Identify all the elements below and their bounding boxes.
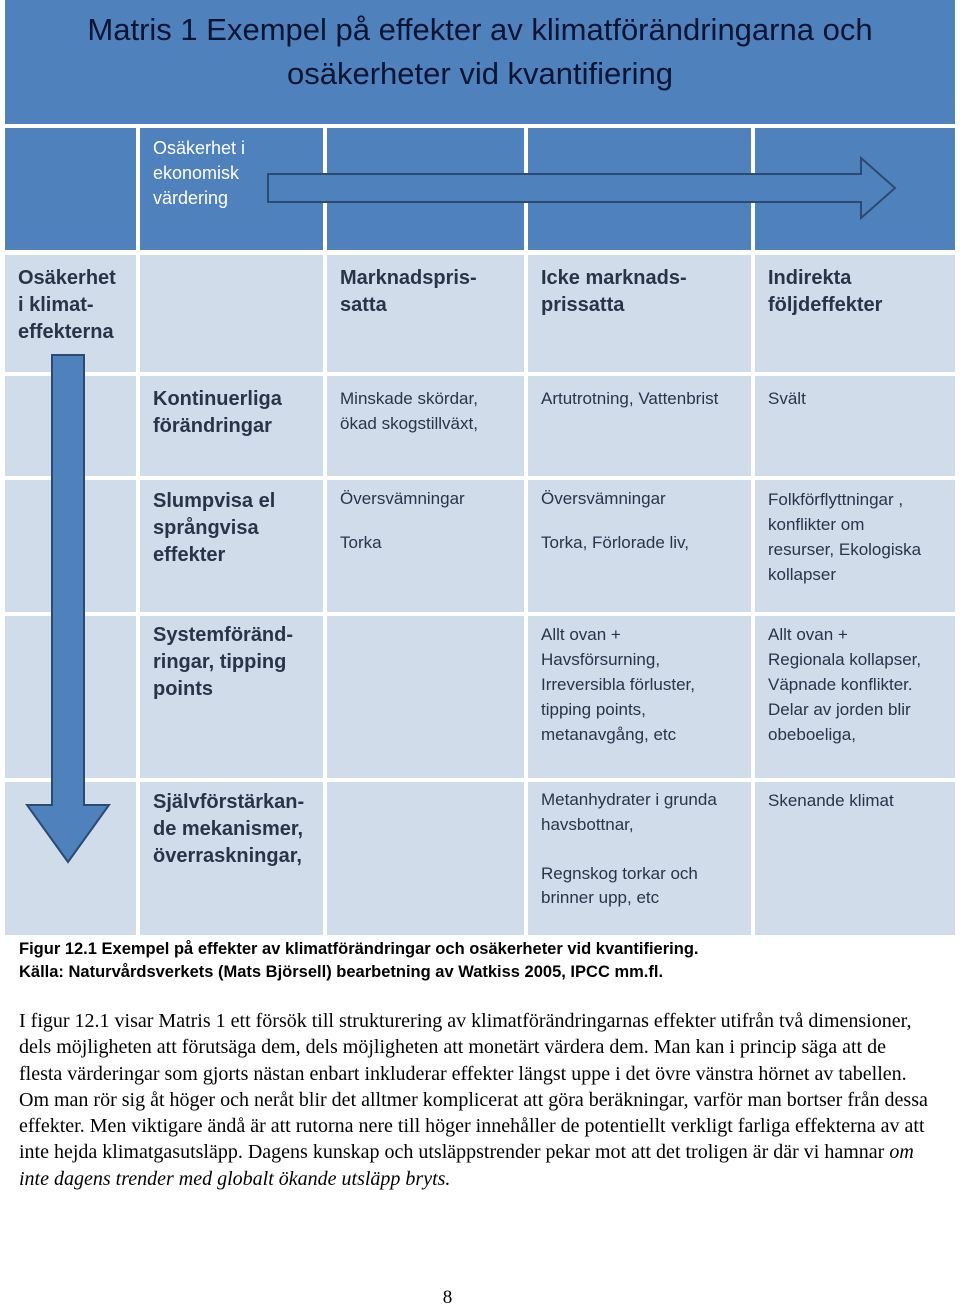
page-number: 8 [442, 1287, 453, 1308]
figure-caption: Figur 12.1 Exempel på effekter av klimatförändringar och osäkerheter vid kvantifiering. Källa: Naturvårdsverkets (Mats Björsell) bearbetning av Watkiss 2005, IPCC mm.fl. [19, 940, 699, 981]
column-header-indirect: Indirekta följdeffekter [755, 255, 955, 372]
right-arrow-icon [268, 158, 895, 218]
row-label-self-reinforcing: Självförstärkan- de mekanismer, överraskningar, [140, 782, 323, 935]
body-paragraph [19, 1008, 934, 1192]
matrix-cell: Metanhydrater i grunda havsbottnar, Regnskog torkar och brinner upp, etc [528, 782, 751, 935]
matrix-cell: Minskade skördar, ökad skogstillväxt, [327, 376, 524, 476]
down-arrow-icon [27, 355, 109, 862]
matrix-cell: Svält [755, 376, 955, 476]
matrix-cell: Folkförflyttningar , konflikter om resurser, Ekologiska kollapser [755, 480, 955, 612]
matrix-cell: Översvämningar Torka, Förlorade liv, [528, 480, 751, 612]
climate-uncertainty-label: Osäkerhet i klimat- effekterna [5, 255, 136, 372]
matrix-title: Matris 1 Exempel på effekter av klimatförändringarna och osäkerheter vid kvantifiering [87, 12, 873, 91]
matrix-cell: Artutrotning, Vattenbrist [528, 376, 751, 476]
body-text: I figur 12.1 visar Matris 1 ett försök till strukturering av klimatförändringarnas effekter utifrån två dimensioner, dels möjligheten att förutsäga dem, dels möjligheten att monetärt värdera dem. Man kan i princip säga att de flesta värderingar som gjorts nästan enbart inkluderar effekter längst uppe i det övre vänstra hörnet av tabellen. Om man rör sig åt höger och neråt blir det alltmer komplicerat att göra beräkningar, varför man bortser från dessa effekter. Men viktigare ändå är att rutorna nere till höger innehåller de potentiellt verkligt farliga effekterna av att inte hejda klimatgasutsläpp. Dagens kunskap och utsläppstrender pekar mot att det troligen är där vi hamnar [19, 1010, 928, 1164]
arrows-layer [5, 0, 955, 935]
matrix-cell: Skenande klimat [755, 782, 955, 935]
row-label-continuous: Kontinuerliga förändringar [140, 376, 323, 476]
row-label-system-changes: Systemföränd- ringar, tipping points [140, 616, 323, 778]
body-text-italic: om inte dagens trender med globalt ökande utsläpp bryts. [19, 1141, 914, 1190]
matrix-cell: Allt ovan + Havsförsurning, Irreversibla förluster, tipping points, metanavgång, etc [528, 616, 751, 778]
column-header-non-market: Icke marknads- prissatta [528, 255, 751, 372]
column-header-market-priced: Marknadspris- satta [327, 255, 524, 372]
econ-uncertainty-label: Osäkerhet i ekonomisk värdering [140, 128, 323, 250]
effects-matrix [5, 0, 955, 935]
matrix-cell: Översvämningar Torka [327, 480, 524, 612]
row-label-random-effects: Slumpvisa el språngvisa effekter [140, 480, 323, 612]
matrix-cell: Allt ovan + Regionala kollapser, Väpnade konflikter. Delar av jorden blir obeboeliga, [755, 616, 955, 778]
